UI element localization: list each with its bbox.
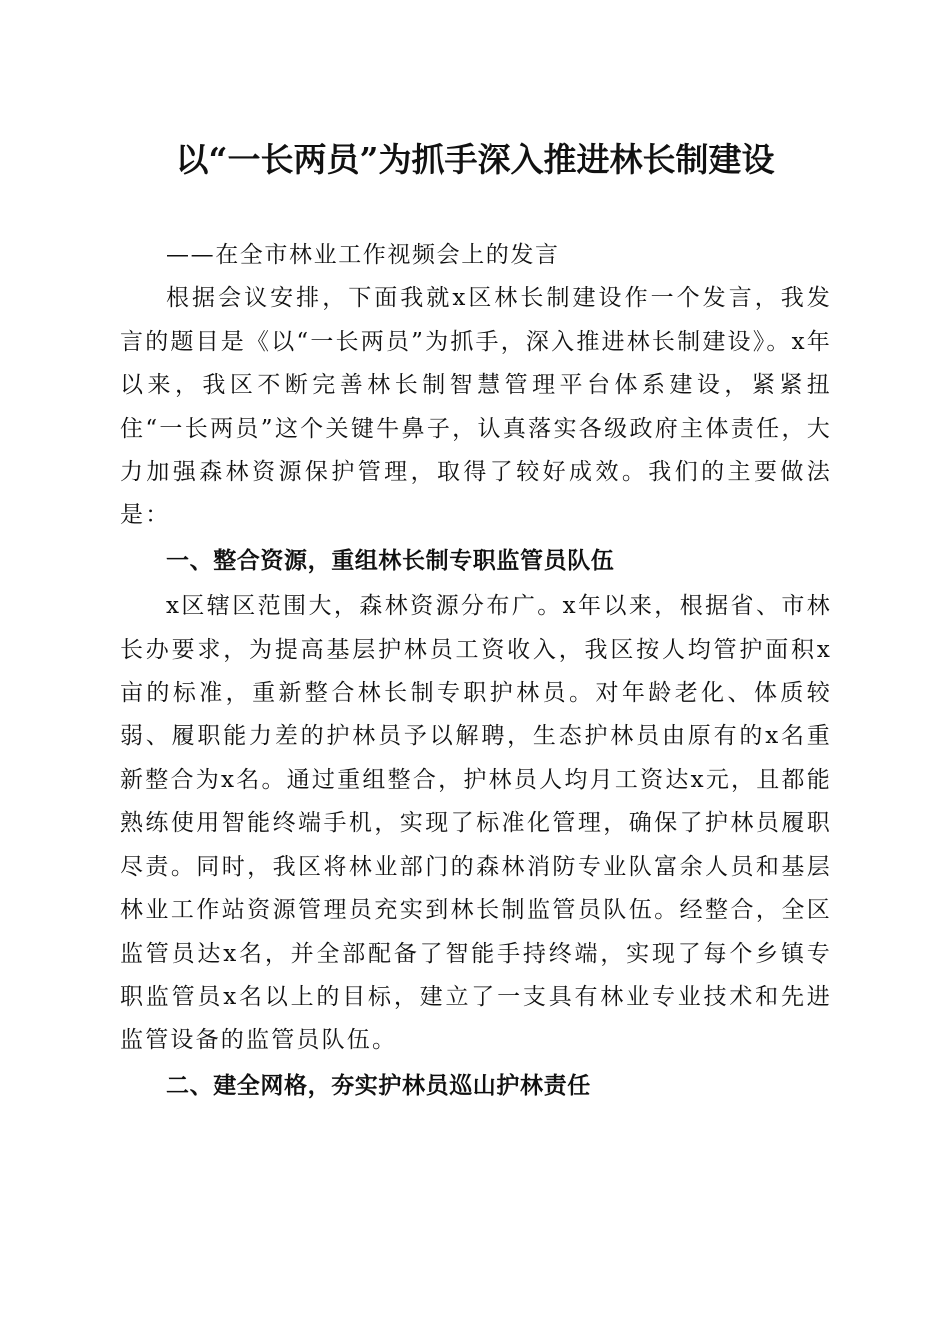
section-1-paragraph: x区辖区范围大，森林资源分布广。x年以来，根据省、市林长办要求，为提高基层护林员工资收入，我区按人均管护面积x亩的标准，重新整合林长制专职护林员。对年龄老化、体质较弱、履职能力差的护林员予以解聘，生态护林员由原有的x名重新整合为x名。通过重组整合，护林员人均月工资达x元，且都能熟练使用智能终端手机，实现了标准化管理，确保了护林员履职尽责。同时，我区将林业部门的森林消防专业队富余人员和基层林业工作站资源管理员充实到林长制监管员队伍。经整合，全区监管员达x名，并全部配备了智能手持终端，实现了每个乡镇专职监管员x名以上的目标，建立了一支具有林业专业技术和先进监管设备的监管员队伍。 xyxy=(120,593,832,1054)
intro-paragraph: 根据会议安排，下面我就x区林长制建设作一个发言，我发言的题目是《以“一长两员”为抓手，深入推进林长制建设》。x年以来，我区不断完善林长制智慧管理平台体系建设，紧紧扭住“一长两员”这个关键牛鼻子，认真落实各级政府主体责任，大力加强森林资源保护管理，取得了较好成效。我们的主要做法是： xyxy=(120,285,832,529)
document-subtitle: ——在全市林业工作视频会上的发言 xyxy=(166,242,560,268)
section-heading-2: 二、建全网格，夯实护林员巡山护林责任 xyxy=(166,1072,591,1099)
section-heading-1: 一、整合资源，重组林长制专职监管员队伍 xyxy=(166,547,615,574)
document-body xyxy=(120,234,832,1110)
document-title: 以“一长两员”为抓手深入推进林长制建设 xyxy=(175,140,775,179)
